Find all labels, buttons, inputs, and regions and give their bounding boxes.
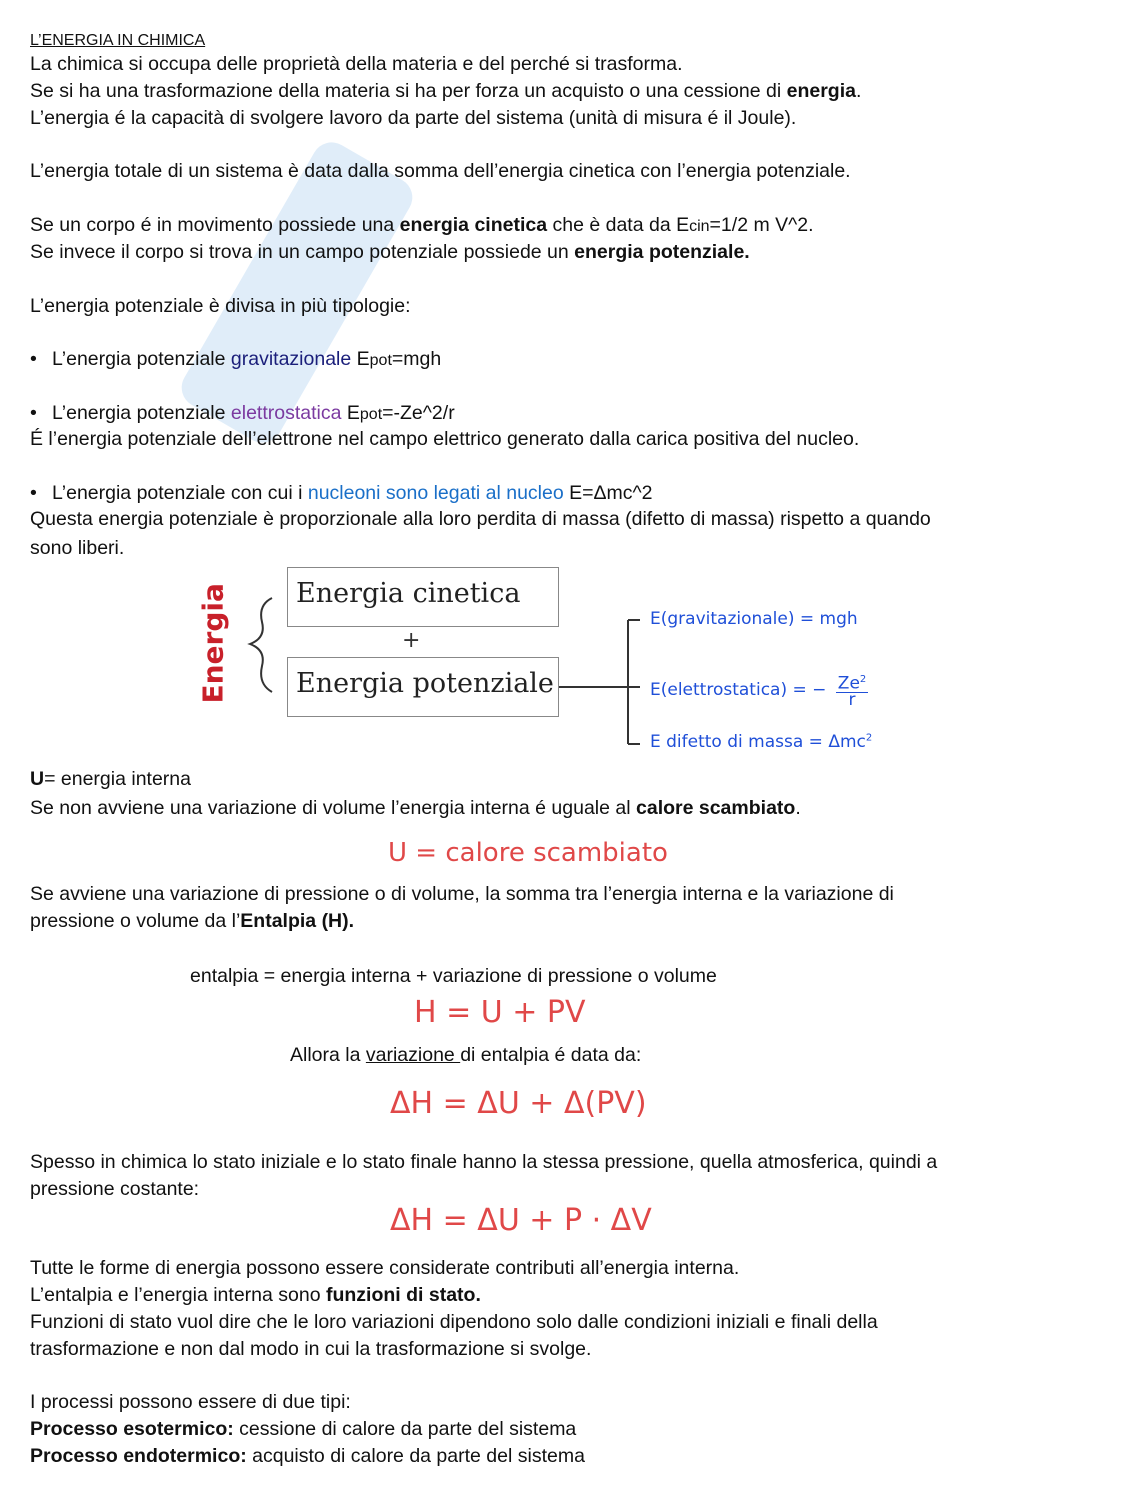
grav-formula: =mgh — [391, 348, 442, 370]
pressure-line-2: pressione costante: — [30, 1178, 200, 1200]
state-bold: funzioni di stato. — [325, 1284, 481, 1306]
bullet-e: E — [351, 348, 370, 370]
variation-text-2: di entalpia é data da: — [460, 1044, 642, 1066]
state-line-4: trasformazione e non dal modo in cui la trasformazione si svolge. — [30, 1338, 592, 1360]
internal-end: . — [795, 797, 801, 819]
bullet-dot: • — [30, 482, 37, 504]
numerator-exp: 2 — [859, 674, 867, 685]
branch-mass-exp: 2 — [865, 732, 873, 744]
numerator-text: Ze — [837, 673, 860, 694]
state-line-3: Funzioni di stato vuol dire che le loro variazioni dipendono solo dalle condizioni iniziali e finali della — [30, 1311, 878, 1333]
elec-formula: =-Ze^2/r — [382, 402, 455, 424]
variation-text: Allora la — [290, 1044, 366, 1066]
handwritten-u-equation: U = calore scambiato — [388, 838, 668, 868]
potential-text: Se invece il corpo si trova in un campo potenziale possiede un — [30, 241, 575, 263]
enthalpy-line-1: Se avviene una variazione di pressione o di volume, la somma tra l’energia interna e la variazione di — [30, 883, 894, 905]
pressure-line-1: Spesso in chimica lo stato iniziale e lo stato finale hanno la stessa pressione, quella atmosferica, quindi a — [30, 1151, 938, 1173]
intro-line-2-text: Se si ha una trasformazione della materia si ha per forza un acquisto o una cessione di — [30, 80, 787, 102]
electrostatic-description: É l’energia potenziale dell’elettrone nel campo elettrico generato dalla carica positiva del nucleo. — [30, 428, 860, 450]
nucleons-term: nucleoni sono legati al nucleo — [307, 482, 564, 504]
u-bold: U — [30, 768, 45, 790]
handwritten-dh-constant-pressure: ΔH = ΔU + P · ΔV — [390, 1203, 652, 1238]
intro-line-1: La chimica si occupa delle proprietà della materia e del perché si trasforma. — [30, 53, 683, 75]
kinetic-formula: =1/2 m V^2. — [709, 214, 814, 236]
plus-sign: + — [402, 628, 421, 653]
state-line-2 — [30, 1282, 481, 1308]
kinetic-box-label: Energia cinetica — [296, 578, 521, 609]
branch-electrostatic-text: E(elettrostatica) = − — [650, 679, 827, 700]
kinetic-text-2: che è data da E — [547, 214, 690, 236]
bullet-e: E — [341, 402, 360, 424]
exothermic-text: cessione di calore da parte del sistema — [233, 1418, 577, 1440]
branch-electrostatic — [650, 672, 868, 708]
branch-mass-defect — [650, 732, 872, 752]
gravitational-term: gravitazionale — [230, 348, 352, 370]
enthalpy-definition: entalpia = energia interna + variazione di pressione o volume — [190, 965, 717, 987]
potential-bold: energia potenziale. — [574, 241, 750, 263]
bullet-text: L’energia potenziale — [52, 402, 231, 424]
intro-line-2-end: . — [855, 80, 862, 102]
types-intro: L’energia potenziale è divisa in più tipologie: — [30, 295, 411, 317]
enthalpy-text: pressione o volume da l’ — [30, 910, 241, 932]
state-text: L’entalpia e l’energia interna sono — [30, 1284, 326, 1306]
energia-vertical-label: Energia — [196, 583, 230, 704]
nuclear-description-1: Questa energia potenziale è proporzionale alla loro perdita di massa (difetto di massa) rispetto a quando — [30, 508, 931, 530]
variation-line — [290, 1042, 641, 1068]
state-line-1: Tutte le forme di energia possono essere considerate contributi all’energia interna. — [30, 1257, 740, 1279]
branch-gravitational: E(gravitazionale) = mgh — [650, 609, 858, 629]
pot-subscript: pot — [359, 406, 383, 423]
internal-energy-def — [30, 766, 191, 792]
fraction — [836, 672, 868, 708]
kinetic-subscript: cin — [689, 218, 710, 235]
bullet-text: L’energia potenziale — [52, 348, 231, 370]
intro-line-3: L’energia é la capacità di svolgere lavoro da parte del sistema (unità di misura é il Joule). — [30, 107, 797, 129]
nuclear-formula: E=Δmc^2 — [563, 482, 653, 504]
process-exothermic — [30, 1416, 576, 1442]
fraction-denominator: r — [848, 689, 856, 710]
bullet-dot: • — [30, 402, 37, 424]
exothermic-bold: Processo esotermico: — [30, 1418, 234, 1440]
processes-intro: I processi possono essere di due tipi: — [30, 1391, 351, 1413]
internal-text: Se non avviene una variazione di volume l’energia interna é uguale al — [30, 797, 636, 819]
page-title: L’ENERGIA IN CHIMICA — [30, 32, 206, 49]
handwritten-dh-equation: ΔH = ΔU + Δ(PV) — [390, 1086, 647, 1121]
internal-energy-line — [30, 795, 801, 821]
branch-mass-text: E difetto di massa = Δmc — [650, 732, 866, 752]
nuclear-description-2: sono liberi. — [30, 537, 125, 559]
enthalpy-line-2 — [30, 908, 354, 934]
internal-bold: calore scambiato — [636, 797, 796, 819]
electrostatic-term: elettrostatica — [230, 402, 342, 424]
enthalpy-bold: Entalpia (H). — [240, 910, 355, 932]
bullet-dot: • — [30, 348, 37, 370]
total-energy-line: L’energia totale di un sistema è data dalla somma dell’energia cinetica con l’energia potenziale. — [30, 160, 851, 182]
process-endothermic — [30, 1443, 585, 1469]
endothermic-bold: Processo endotermico: — [30, 1445, 247, 1467]
potential-box-label: Energia potenziale — [296, 668, 554, 699]
pot-subscript: pot — [369, 352, 392, 369]
handwritten-h-equation: H = U + PV — [414, 995, 586, 1030]
variation-underlined: variazione — [365, 1044, 461, 1066]
kinetic-bold: energia cinetica — [399, 214, 548, 236]
kinetic-text: Se un corpo é in movimento possiede una — [30, 214, 400, 236]
intro-line-2-bold: energia — [786, 80, 856, 102]
u-rest: = energia interna — [44, 768, 191, 790]
bullet-text: L’energia potenziale con cui i — [52, 482, 308, 504]
endothermic-text: acquisto di calore da parte del sistema — [246, 1445, 585, 1467]
